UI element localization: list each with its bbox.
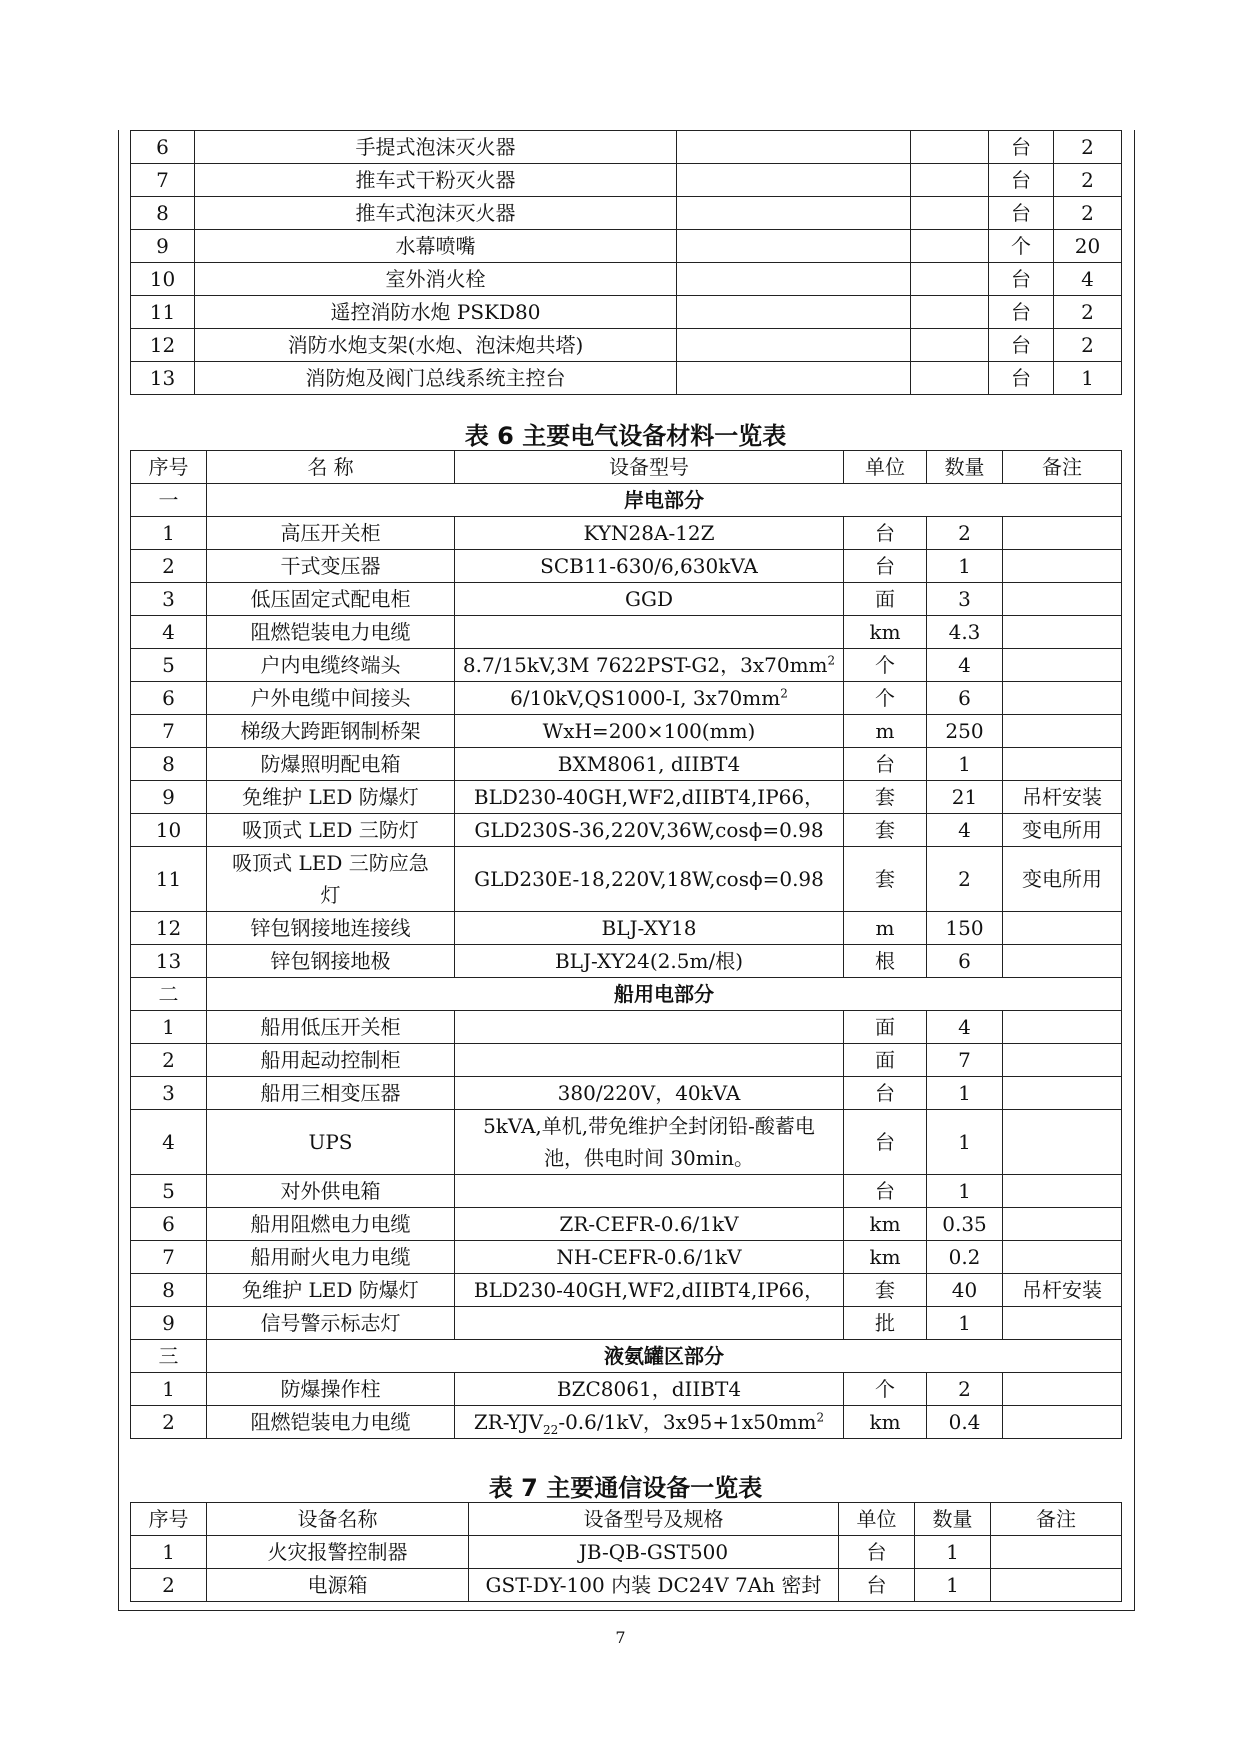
table-row bbox=[131, 517, 1122, 550]
cell-model bbox=[455, 1044, 844, 1077]
cell-name: 消防炮及阀门总线系统主控台 bbox=[195, 362, 677, 395]
cell-no: 7 bbox=[131, 715, 207, 748]
cell-note bbox=[1003, 583, 1122, 616]
cell-note bbox=[1003, 517, 1122, 550]
cell-no: 3 bbox=[131, 1077, 207, 1110]
model-text: 8.7/15kV,3M 7622PST-G2，3x70mm bbox=[462, 653, 828, 677]
cell-no: 11 bbox=[131, 296, 195, 329]
cell-unit: 台 bbox=[844, 517, 927, 550]
table-row bbox=[131, 847, 1122, 912]
cell-unit: 面 bbox=[844, 1011, 927, 1044]
cell-note bbox=[1003, 1044, 1122, 1077]
cell-qty: 2 bbox=[1054, 296, 1122, 329]
cell-unit: km bbox=[844, 1208, 927, 1241]
cell-unit: 套 bbox=[844, 847, 927, 912]
cell-unit: 台 bbox=[989, 197, 1054, 230]
cell-name: 吸顶式 LED 三防灯 bbox=[207, 814, 455, 847]
cell-name: 锌包钢接地连接线 bbox=[207, 912, 455, 945]
table-header-row bbox=[131, 1503, 1122, 1536]
cell-model: 380/220V，40kVA bbox=[455, 1077, 844, 1110]
cell-note bbox=[1003, 1011, 1122, 1044]
cell-qty: 1 bbox=[927, 1077, 1003, 1110]
cell-no: 2 bbox=[131, 1044, 207, 1077]
table-row bbox=[131, 1044, 1122, 1077]
cell-model: GLD230E-18,220V,18W,cosϕ=0.98 bbox=[455, 847, 844, 912]
cell-model bbox=[455, 1175, 844, 1208]
table6-caption: 表 6 主要电气设备材料一览表 bbox=[464, 422, 787, 450]
section-row-ship-power bbox=[131, 978, 1122, 1011]
cell-name: 水幕喷嘴 bbox=[195, 230, 677, 263]
table-row bbox=[131, 1373, 1122, 1406]
page-number: 7 bbox=[615, 1628, 626, 1647]
table-row bbox=[131, 1274, 1122, 1307]
cell-model: BXM8061, dIIBT4 bbox=[455, 748, 844, 781]
cell-no: 9 bbox=[131, 781, 207, 814]
section-title: 岸电部分 bbox=[207, 484, 1122, 517]
cell-qty: 4 bbox=[927, 649, 1003, 682]
cell-qty: 2 bbox=[927, 517, 1003, 550]
cell-model: ZR-CEFR-0.6/1kV bbox=[455, 1208, 844, 1241]
model-text: 6/10kV,QS1000-Ⅰ, 3x70mm bbox=[510, 686, 781, 710]
cell-note bbox=[991, 1569, 1122, 1602]
cell-name: 免维护 LED 防爆灯 bbox=[207, 781, 455, 814]
cell-model: GLD230S-36,220V,36W,cosϕ=0.98 bbox=[455, 814, 844, 847]
table-row bbox=[131, 362, 1122, 395]
header-name: 名 称 bbox=[207, 451, 455, 484]
cell-no: 9 bbox=[131, 1307, 207, 1340]
cell-qty: 1 bbox=[915, 1536, 991, 1569]
cell-name: 遥控消防水炮 PSKD80 bbox=[195, 296, 677, 329]
cell-no: 2 bbox=[131, 1569, 207, 1602]
model-text-b: -0.6/1kV，3x95+1x50mm bbox=[558, 1410, 817, 1434]
cell-unit: km bbox=[844, 1241, 927, 1274]
cell-name: 船用耐火电力电缆 bbox=[207, 1241, 455, 1274]
cell-qty: 0.2 bbox=[927, 1241, 1003, 1274]
cell-blank bbox=[911, 230, 989, 263]
cell-model: BLJ-XY24(2.5m/根) bbox=[455, 945, 844, 978]
cell-qty: 1 bbox=[927, 550, 1003, 583]
cell-no: 10 bbox=[131, 263, 195, 296]
model-line-2: 池，供电时间 30min。 bbox=[543, 1146, 755, 1170]
superscript: 2 bbox=[827, 653, 836, 668]
cell-qty: 250 bbox=[927, 715, 1003, 748]
cell-name: 推车式干粉灭火器 bbox=[195, 164, 677, 197]
cell-model bbox=[677, 263, 911, 296]
table-row bbox=[131, 649, 1122, 682]
table-row bbox=[131, 1175, 1122, 1208]
cell-model bbox=[455, 1307, 844, 1340]
cell-name: 室外消火栓 bbox=[195, 263, 677, 296]
cell-model: BLD230-40GH,WF2,dIIBT4,IP66， bbox=[455, 1274, 844, 1307]
cell-note bbox=[991, 1536, 1122, 1569]
cell-qty: 4 bbox=[1054, 263, 1122, 296]
cell-name: 梯级大跨距钢制桥架 bbox=[207, 715, 455, 748]
cell-note bbox=[1003, 550, 1122, 583]
table-row bbox=[131, 583, 1122, 616]
cell-qty: 1 bbox=[927, 748, 1003, 781]
cell-model: SCB11-630/6,630kVA bbox=[455, 550, 844, 583]
cell-unit: 台 bbox=[839, 1536, 915, 1569]
cell-note bbox=[1003, 912, 1122, 945]
cell-note bbox=[1003, 1373, 1122, 1406]
cell-unit: 台 bbox=[844, 1077, 927, 1110]
table-row bbox=[131, 329, 1122, 362]
cell-note bbox=[1003, 1175, 1122, 1208]
cell-unit: 台 bbox=[989, 164, 1054, 197]
cell-unit: 面 bbox=[844, 583, 927, 616]
cell-no: 2 bbox=[131, 550, 207, 583]
cell-unit: 根 bbox=[844, 945, 927, 978]
cell-no: 10 bbox=[131, 814, 207, 847]
communication-equipment-table bbox=[130, 1502, 1122, 1602]
cell-blank bbox=[911, 362, 989, 395]
cell-model bbox=[677, 329, 911, 362]
cell-note: 吊杆安装 bbox=[1003, 1274, 1122, 1307]
cell-note bbox=[1003, 1406, 1122, 1439]
cell-unit: 个 bbox=[989, 230, 1054, 263]
table-row bbox=[131, 164, 1122, 197]
section-row-shore-power bbox=[131, 484, 1122, 517]
cell-name: 火灾报警控制器 bbox=[207, 1536, 469, 1569]
header-name: 设备名称 bbox=[207, 1503, 469, 1536]
cell-unit: km bbox=[844, 1406, 927, 1439]
cell-qty: 40 bbox=[927, 1274, 1003, 1307]
cell-name: UPS bbox=[207, 1110, 455, 1175]
superscript: 2 bbox=[780, 686, 788, 701]
cell-note bbox=[1003, 1077, 1122, 1110]
model-text-a: ZR-YJV bbox=[473, 1410, 544, 1434]
cell-qty: 1 bbox=[927, 1175, 1003, 1208]
cell-model bbox=[455, 649, 844, 682]
header-note: 备注 bbox=[1003, 451, 1122, 484]
name-line-2: 灯 bbox=[320, 883, 341, 907]
cell-blank bbox=[911, 197, 989, 230]
cell-qty: 1 bbox=[927, 1110, 1003, 1175]
cell-model: BLD230-40GH,WF2,dIIBT4,IP66， bbox=[455, 781, 844, 814]
cell-model bbox=[455, 1011, 844, 1044]
cell-qty: 2 bbox=[1054, 164, 1122, 197]
cell-no: 3 bbox=[131, 583, 207, 616]
cell-name: 电源箱 bbox=[207, 1569, 469, 1602]
cell-note bbox=[1003, 1241, 1122, 1274]
header-no: 序号 bbox=[131, 1503, 207, 1536]
header-unit: 单位 bbox=[844, 451, 927, 484]
cell-name: 推车式泡沫灭火器 bbox=[195, 197, 677, 230]
table-row bbox=[131, 197, 1122, 230]
section-row-ammonia-tank bbox=[131, 1340, 1122, 1373]
subscript: 22 bbox=[543, 1423, 559, 1437]
cell-unit: 台 bbox=[989, 362, 1054, 395]
cell-no: 8 bbox=[131, 1274, 207, 1307]
cell-note bbox=[1003, 945, 1122, 978]
cell-blank bbox=[911, 329, 989, 362]
table-row bbox=[131, 1307, 1122, 1340]
cell-unit: 台 bbox=[989, 296, 1054, 329]
cell-unit: 台 bbox=[844, 550, 927, 583]
cell-name: 船用起动控制柜 bbox=[207, 1044, 455, 1077]
cell-model: JB-QB-GST500 bbox=[469, 1536, 839, 1569]
table7-caption: 表 7 主要通信设备一览表 bbox=[488, 1474, 763, 1502]
cell-no: 1 bbox=[131, 1536, 207, 1569]
header-qty: 数量 bbox=[915, 1503, 991, 1536]
cell-name: 干式变压器 bbox=[207, 550, 455, 583]
cell-no: 6 bbox=[131, 1208, 207, 1241]
cell-note: 吊杆安装 bbox=[1003, 781, 1122, 814]
section-no: 二 bbox=[131, 978, 207, 1011]
table-row bbox=[131, 1406, 1122, 1439]
cell-qty: 20 bbox=[1054, 230, 1122, 263]
cell-no: 12 bbox=[131, 329, 195, 362]
section-no: 三 bbox=[131, 1340, 207, 1373]
cell-model bbox=[677, 197, 911, 230]
table-row bbox=[131, 682, 1122, 715]
cell-no: 7 bbox=[131, 1241, 207, 1274]
cell-no: 4 bbox=[131, 1110, 207, 1175]
table-row bbox=[131, 945, 1122, 978]
cell-no: 12 bbox=[131, 912, 207, 945]
cell-no: 9 bbox=[131, 230, 195, 263]
cell-name: 防爆照明配电箱 bbox=[207, 748, 455, 781]
cell-name: 消防水炮支架(水炮、泡沫炮共塔) bbox=[195, 329, 677, 362]
table-row bbox=[131, 263, 1122, 296]
cell-note: 变电所用 bbox=[1003, 847, 1122, 912]
cell-name: 低压固定式配电柜 bbox=[207, 583, 455, 616]
header-qty: 数量 bbox=[927, 451, 1003, 484]
cell-name: 船用低压开关柜 bbox=[207, 1011, 455, 1044]
cell-model bbox=[677, 164, 911, 197]
cell-name bbox=[207, 847, 455, 912]
cell-no: 8 bbox=[131, 197, 195, 230]
table-row bbox=[131, 1569, 1122, 1602]
table-row bbox=[131, 131, 1122, 164]
cell-unit: m bbox=[844, 715, 927, 748]
table-row bbox=[131, 1536, 1122, 1569]
cell-unit: 套 bbox=[844, 1274, 927, 1307]
cell-qty: 3 bbox=[927, 583, 1003, 616]
cell-no: 2 bbox=[131, 1406, 207, 1439]
cell-qty: 2 bbox=[1054, 197, 1122, 230]
cell-qty: 1 bbox=[915, 1569, 991, 1602]
cell-unit: km bbox=[844, 616, 927, 649]
cell-name: 户外电缆中间接头 bbox=[207, 682, 455, 715]
cell-no: 1 bbox=[131, 517, 207, 550]
cell-note bbox=[1003, 649, 1122, 682]
cell-name: 免维护 LED 防爆灯 bbox=[207, 1274, 455, 1307]
cell-note bbox=[1003, 715, 1122, 748]
cell-no: 13 bbox=[131, 945, 207, 978]
cell-model: WxH=200×100(mm) bbox=[455, 715, 844, 748]
table-row bbox=[131, 1208, 1122, 1241]
cell-model bbox=[677, 131, 911, 164]
table-row bbox=[131, 550, 1122, 583]
cell-model bbox=[455, 1110, 844, 1175]
cell-qty: 2 bbox=[927, 1373, 1003, 1406]
table-row bbox=[131, 814, 1122, 847]
table-row bbox=[131, 1110, 1122, 1175]
cell-qty: 0.4 bbox=[927, 1406, 1003, 1439]
cell-no: 5 bbox=[131, 649, 207, 682]
cell-note bbox=[1003, 1208, 1122, 1241]
cell-unit: 批 bbox=[844, 1307, 927, 1340]
header-model: 设备型号及规格 bbox=[469, 1503, 839, 1536]
cell-name: 防爆操作柱 bbox=[207, 1373, 455, 1406]
cell-qty: 150 bbox=[927, 912, 1003, 945]
cell-name: 户内电缆终端头 bbox=[207, 649, 455, 682]
cell-qty: 4 bbox=[927, 1011, 1003, 1044]
cell-model: BZC8061，dIIBT4 bbox=[455, 1373, 844, 1406]
cell-qty: 7 bbox=[927, 1044, 1003, 1077]
cell-name: 高压开关柜 bbox=[207, 517, 455, 550]
cell-model: KYN28A-12Z bbox=[455, 517, 844, 550]
cell-blank bbox=[911, 164, 989, 197]
cell-no: 13 bbox=[131, 362, 195, 395]
superscript: 2 bbox=[816, 1410, 825, 1425]
cell-qty: 6 bbox=[927, 682, 1003, 715]
fire-equipment-table bbox=[130, 130, 1122, 395]
cell-model: BLJ-XY18 bbox=[455, 912, 844, 945]
cell-no: 5 bbox=[131, 1175, 207, 1208]
cell-no: 7 bbox=[131, 164, 195, 197]
cell-unit: 台 bbox=[989, 263, 1054, 296]
cell-note bbox=[1003, 1110, 1122, 1175]
cell-model bbox=[455, 616, 844, 649]
section-title: 船用电部分 bbox=[207, 978, 1122, 1011]
cell-unit: 台 bbox=[844, 1175, 927, 1208]
header-unit: 单位 bbox=[839, 1503, 915, 1536]
cell-model bbox=[455, 1406, 844, 1439]
cell-blank bbox=[911, 131, 989, 164]
table-row bbox=[131, 230, 1122, 263]
cell-note bbox=[1003, 616, 1122, 649]
cell-qty: 21 bbox=[927, 781, 1003, 814]
table-row bbox=[131, 296, 1122, 329]
cell-note bbox=[1003, 1307, 1122, 1340]
cell-unit: 面 bbox=[844, 1044, 927, 1077]
table-header-row bbox=[131, 451, 1122, 484]
table-row bbox=[131, 1011, 1122, 1044]
cell-model bbox=[677, 362, 911, 395]
cell-qty: 2 bbox=[1054, 329, 1122, 362]
cell-name: 船用阻燃电力电缆 bbox=[207, 1208, 455, 1241]
cell-unit: 套 bbox=[844, 781, 927, 814]
cell-no: 1 bbox=[131, 1011, 207, 1044]
table-row bbox=[131, 1241, 1122, 1274]
cell-blank bbox=[911, 263, 989, 296]
section-title: 液氨罐区部分 bbox=[207, 1340, 1122, 1373]
cell-qty: 2 bbox=[927, 847, 1003, 912]
cell-model bbox=[677, 296, 911, 329]
cell-qty: 1 bbox=[927, 1307, 1003, 1340]
cell-unit: 套 bbox=[844, 814, 927, 847]
cell-no: 4 bbox=[131, 616, 207, 649]
cell-model bbox=[677, 230, 911, 263]
table-row bbox=[131, 781, 1122, 814]
cell-name: 对外供电箱 bbox=[207, 1175, 455, 1208]
section-no: 一 bbox=[131, 484, 207, 517]
header-model: 设备型号 bbox=[455, 451, 844, 484]
cell-no: 6 bbox=[131, 131, 195, 164]
cell-no: 1 bbox=[131, 1373, 207, 1406]
cell-no: 8 bbox=[131, 748, 207, 781]
name-line-1: 吸顶式 LED 三防应急 bbox=[232, 851, 429, 875]
cell-model: GGD bbox=[455, 583, 844, 616]
cell-name: 信号警示标志灯 bbox=[207, 1307, 455, 1340]
cell-model: NH-CEFR-0.6/1kV bbox=[455, 1241, 844, 1274]
electrical-equipment-table bbox=[130, 450, 1122, 1439]
cell-qty: 2 bbox=[1054, 131, 1122, 164]
cell-no: 6 bbox=[131, 682, 207, 715]
cell-qty: 0.35 bbox=[927, 1208, 1003, 1241]
cell-blank bbox=[911, 296, 989, 329]
cell-unit: m bbox=[844, 912, 927, 945]
cell-name: 锌包钢接地极 bbox=[207, 945, 455, 978]
model-line-1: 5kVA,单机,带免维护全封闭铅-酸蓄电 bbox=[483, 1114, 815, 1138]
table-row bbox=[131, 912, 1122, 945]
cell-no: 11 bbox=[131, 847, 207, 912]
cell-name: 手提式泡沫灭火器 bbox=[195, 131, 677, 164]
table-row bbox=[131, 616, 1122, 649]
cell-name: 阻燃铠装电力电缆 bbox=[207, 616, 455, 649]
table-row bbox=[131, 1077, 1122, 1110]
cell-unit: 台 bbox=[989, 329, 1054, 362]
cell-unit: 台 bbox=[844, 748, 927, 781]
cell-qty: 6 bbox=[927, 945, 1003, 978]
cell-qty: 1 bbox=[1054, 362, 1122, 395]
cell-note bbox=[1003, 682, 1122, 715]
cell-unit: 个 bbox=[844, 649, 927, 682]
table-row bbox=[131, 748, 1122, 781]
cell-qty: 4.3 bbox=[927, 616, 1003, 649]
cell-name: 阻燃铠装电力电缆 bbox=[207, 1406, 455, 1439]
cell-model bbox=[455, 682, 844, 715]
cell-unit: 台 bbox=[989, 131, 1054, 164]
header-no: 序号 bbox=[131, 451, 207, 484]
cell-name: 船用三相变压器 bbox=[207, 1077, 455, 1110]
cell-model: GST-DY-100 内装 DC24V 7Ah 密封 bbox=[469, 1569, 839, 1602]
cell-unit: 个 bbox=[844, 682, 927, 715]
table-row bbox=[131, 715, 1122, 748]
cell-note bbox=[1003, 748, 1122, 781]
cell-unit: 个 bbox=[844, 1373, 927, 1406]
cell-note: 变电所用 bbox=[1003, 814, 1122, 847]
cell-qty: 4 bbox=[927, 814, 1003, 847]
cell-unit: 台 bbox=[844, 1110, 927, 1175]
cell-unit: 台 bbox=[839, 1569, 915, 1602]
header-note: 备注 bbox=[991, 1503, 1122, 1536]
